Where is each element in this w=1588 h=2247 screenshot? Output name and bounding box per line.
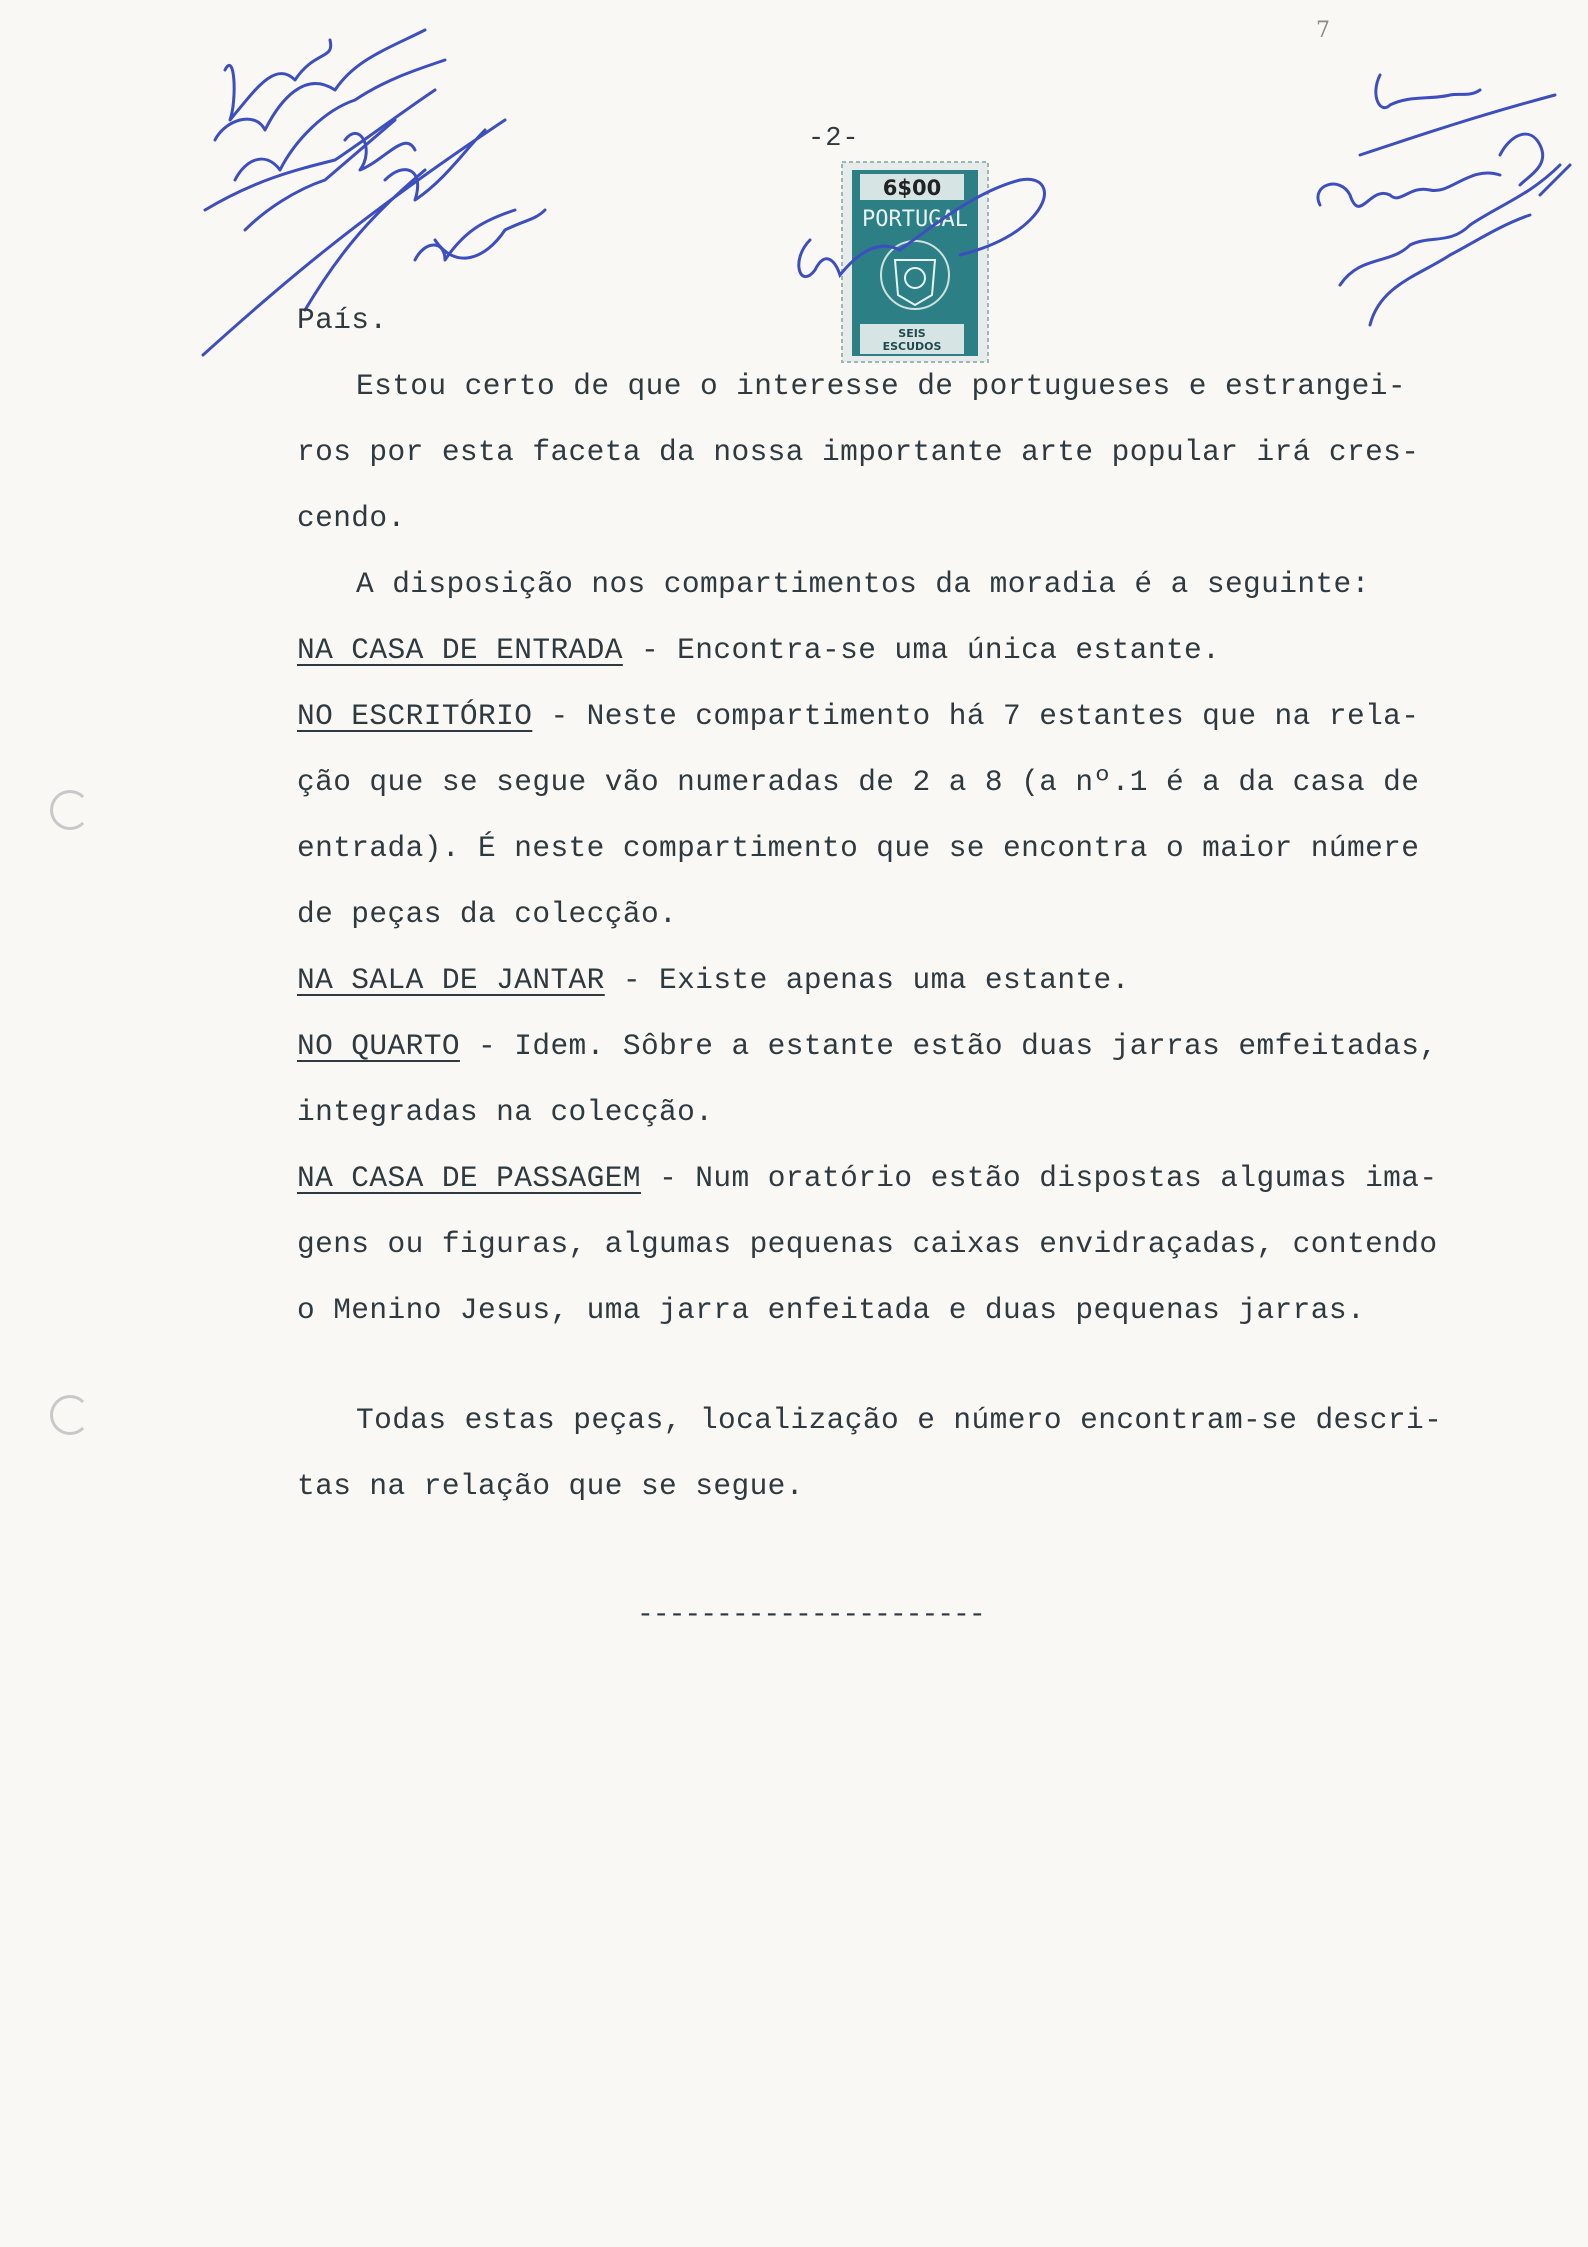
text-line-4: cendo. (297, 501, 406, 535)
stamp-denomination-1: SEIS (898, 327, 926, 340)
room-heading: NA CASA DE ENTRADA (297, 633, 623, 667)
punch-hole-top (50, 790, 90, 830)
room-entry-sala-jantar (297, 960, 1130, 1000)
text-line-3: ros por esta faceta da nossa importante arte popular irá cres- (297, 435, 1420, 469)
room-heading: NO ESCRITÓRIO (297, 699, 533, 733)
stamp-country: PORTUGAL (862, 207, 968, 232)
text-line-5: A disposição nos compartimentos da moradia é a seguinte: (356, 567, 1370, 601)
room-description: - Neste compartimento há 7 estantes que na rela- (532, 699, 1420, 733)
room-entry-casa-passagem (297, 1158, 1438, 1198)
text-line-18: tas na relação que se segue. (297, 1469, 804, 1503)
room-description: - Num oratório estão dispostas algumas ima- (640, 1161, 1438, 1195)
text-line-16: o Menino Jesus, uma jarra enfeitada e duas pequenas jarras. (297, 1293, 1366, 1327)
room-heading: NO QUARTO (297, 1029, 460, 1063)
room-heading: NA SALA DE JANTAR (297, 963, 605, 997)
stamp-value: 6$00 (882, 176, 942, 200)
page-number: -2- (808, 124, 860, 154)
text-line-17: Todas estas peças, localização e número encontram-se descri- (356, 1403, 1443, 1437)
right-signatures (1300, 55, 1580, 355)
stamp-denomination-2: ESCUDOS (882, 340, 942, 353)
closing-dashed-rule: ---------------------- (637, 1600, 985, 1631)
text-line-8: ção que se segue vão numeradas de 2 a 8 (a nº.1 é a da casa de (297, 765, 1420, 799)
stamp-cancellation-signature (780, 160, 1070, 300)
text-line-13: integradas na colecção. (297, 1095, 714, 1129)
room-entry-escritorio (297, 696, 1419, 736)
room-entry-quarto (297, 1026, 1438, 1066)
text-line-9: entrada). É neste compartimento que se encontra o maior númere (297, 831, 1420, 865)
room-description: - Encontra-se uma única estante. (622, 633, 1221, 667)
room-heading: NA CASA DE PASSAGEM (297, 1161, 641, 1195)
text-line-1: País. (297, 303, 388, 337)
text-line-10: de peças da colecção. (297, 897, 678, 931)
punch-hole-bottom (50, 1395, 90, 1435)
room-entry-casa-entrada (297, 630, 1220, 670)
corner-page-mark: 7 (1316, 18, 1330, 43)
room-description: - Existe apenas uma estante. (604, 963, 1130, 997)
room-description: - Idem. Sôbre a estante estão duas jarras emfeitadas, (459, 1029, 1438, 1063)
text-line-15: gens ou figuras, algumas pequenas caixas envidraçadas, contendo (297, 1227, 1438, 1261)
text-line-2: Estou certo de que o interesse de portugueses e estrangei- (356, 369, 1406, 403)
